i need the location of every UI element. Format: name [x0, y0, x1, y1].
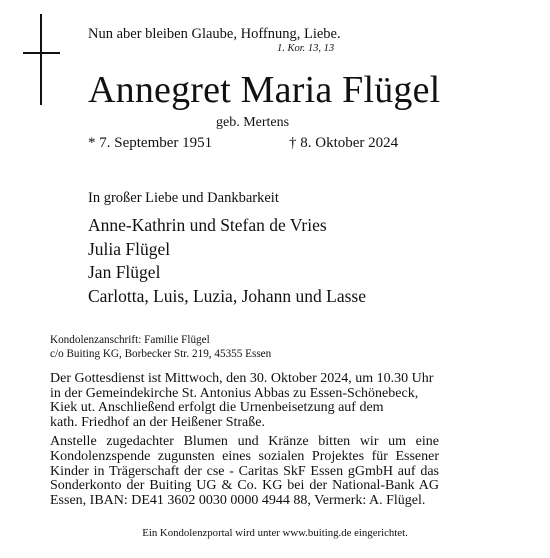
funeral-service-info [50, 372, 433, 430]
maiden-name: geb. Mertens [216, 115, 290, 130]
mourners-list [88, 214, 366, 308]
cross-vertical-bar [40, 14, 42, 105]
donation-request [50, 435, 439, 509]
donation-line: Anstelle zugedachter Blumen und Kränze bitten wir um eine [50, 434, 439, 449]
cross-horizontal-bar [23, 52, 60, 54]
donation-line: Kondolenzspende zugunsten eines sozialen Projektes für Essener [50, 448, 439, 464]
donation-line: Kinder in Trägerschaft der cse - Caritas SkF Essen gGmbH auf das [50, 463, 439, 479]
deceased-name: Annegret Maria Flügel [88, 69, 441, 111]
service-line: in der Gemeindekirche St. Antonius Abbas zu Essen-Schönebeck, [50, 385, 419, 401]
donation-line: Sonderkonto der Buiting UG & Co. KG bei der National-Bank AG [50, 478, 439, 494]
service-line: kath. Friedhof an der Heißener Straße. [50, 414, 265, 430]
death-date: † 8. Oktober 2024 [289, 135, 399, 151]
mourner-name: Julia Flügel [88, 238, 171, 259]
mourner-name: Jan Flügel [88, 262, 161, 282]
condolence-address-line: c/o Buiting KG, Borbecker Str. 219, 45355 Essen [50, 347, 272, 360]
mourning-intro: In großer Liebe und Dankbarkeit [88, 190, 279, 206]
bible-quote: Nun aber bleiben Glaube, Hoffnung, Liebe. [88, 26, 341, 42]
mourner-name: Carlotta, Luis, Luzia, Johann und Lasse [88, 285, 366, 306]
condolence-portal-note: Ein Kondolenzportal wird unter www.buiting.de eingerichtet. [142, 527, 408, 539]
condolence-address-line: Kondolenzanschrift: Familie Flügel [50, 334, 210, 346]
service-line: Der Gottesdienst ist Mittwoch, den 30. Oktober 2024, um 10.30 Uhr [50, 371, 434, 386]
mourner-name: Anne-Kathrin und Stefan de Vries [88, 215, 327, 235]
birth-date: * 7. September 1951 [88, 135, 213, 151]
bible-reference: 1. Kor. 13, 13 [277, 43, 335, 54]
service-line: Kiek ut. Anschließend erfolgt die Urnenbeisetzung auf dem [50, 400, 384, 415]
donation-line: Essen, IBAN: DE41 3602 0030 0000 4944 88, Vermerk: A. Flügel. [50, 493, 426, 509]
condolence-address [50, 334, 271, 361]
